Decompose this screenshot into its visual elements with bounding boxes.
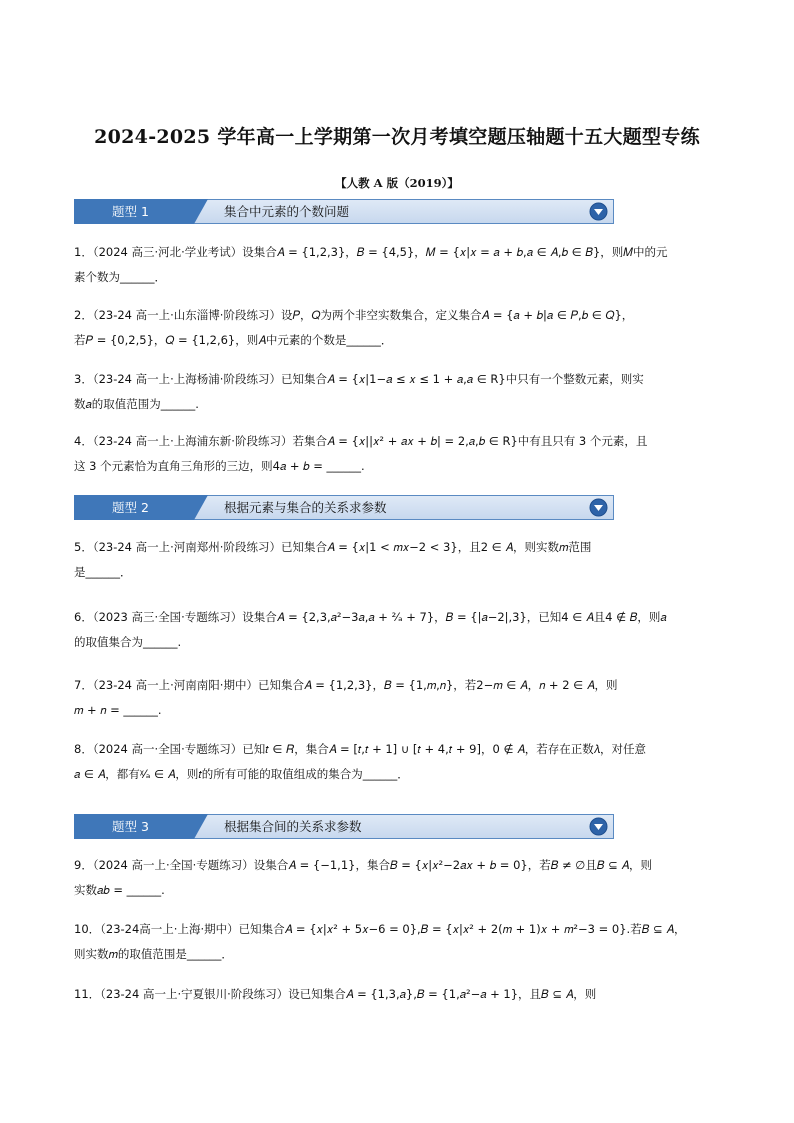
problem-line: 数𝑎的取值范围为______. [74, 397, 199, 411]
page-title: 2024-2025 学年高一上学期第一次月考填空题压轴题十五大题型专练 [94, 126, 700, 148]
problem-line: 10．（23-24高一上·上海·期中）已知集合𝐴 = {𝑥|𝑥² + 5𝑥−6 = 0},𝐵 = {𝑥|𝑥² + 2(𝑚 + 1)𝑥 + 𝑚²−3 = 0}.若𝐵 ⊆ 𝐴， [74, 922, 686, 936]
problem-line: 是______． [74, 565, 132, 579]
problem-line: 11．（23-24 高一上·宁夏银川·阶段练习）设已知集合𝐴 = {1,3,𝑎},𝐵 = {1,𝑎²−𝑎 + 1}，且𝐵 ⊆ 𝐴，则 [74, 987, 597, 1001]
problem-line: 若𝑃 = {0,2,5}，𝑄 = {1,2,6}，则𝐴中元素的个数是______． [74, 333, 393, 347]
section-banner-3 [74, 814, 614, 839]
problem-line: 这 3 个元素恰为直角三角形的三边，则4𝑎 + 𝑏 = ______. [74, 459, 365, 473]
section-title: 根据集合间的关系求参数 [224, 819, 362, 834]
problem-5 [74, 535, 722, 585]
problem-4 [74, 429, 722, 479]
section-tag: 题型 3 [74, 814, 194, 839]
problem-line: 实数𝑎𝑏 = ______. [74, 883, 165, 897]
problem-line: 2．（23-24 高一上·山东淄博·阶段练习）设𝑃，𝑄为两个非空实数集合，定义集合𝐴 = {𝑎 + 𝑏|𝑎 ∈ 𝑃,𝑏 ∈ 𝑄}， [74, 308, 634, 322]
problem-9 [74, 853, 722, 903]
chevron-down-icon [589, 202, 608, 221]
problem-line: 则实数𝑚的取值范围是______． [74, 947, 233, 961]
problem-line: 4．（23-24 高一上·上海浦东新·阶段练习）若集合𝐴 = {𝑥||𝑥² + 𝑎𝑥 + 𝑏| = 2,𝑎,𝑏 ∈ R}中有且只有 3 个元素，且 [74, 434, 648, 448]
problem-line: 7．（23-24 高一上·河南南阳·期中）已知集合𝐴 = {1,2,3}，𝐵 = {1,𝑚,𝑛}，若2−𝑚 ∈ 𝐴，𝑛 + 2 ∈ 𝐴，则 [74, 678, 618, 692]
problem-6 [74, 605, 722, 655]
problem-line: 8．（2024 高一·全国·专题练习）已知𝑡 ∈ 𝑅，集合𝐴 = [𝑡,𝑡 + 1] ∪ [𝑡 + 4,𝑡 + 9]，0 ∉ 𝐴，若存在正数𝜆，对任意 [74, 742, 647, 756]
section-title: 根据元素与集合的关系求参数 [224, 500, 387, 515]
problem-11 [74, 982, 722, 1007]
section-title: 集合中元素的个数问题 [224, 204, 350, 219]
page-subtitle: 【人教 A 版（2019）】 [335, 176, 459, 190]
problem-line: 𝑎 ∈ 𝐴，都有ᵡ⁄ₐ ∈ 𝐴，则𝑡的所有可能的取值组成的集合为______． [74, 767, 409, 781]
problem-3 [74, 367, 722, 417]
problem-7 [74, 673, 722, 723]
chevron-down-icon [589, 498, 608, 517]
problem-line: 6．（2023 高三·全国·专题练习）设集合𝐴 = {2,3,𝑎²−3𝑎,𝑎 + ²⁄ₐ + 7}，𝐵 = {|𝑎−2|,3}，已知4 ∈ 𝐴且4 ∉ 𝐵，则𝑎 [74, 610, 667, 624]
problem-line: 𝑚 + 𝑛 = ______. [74, 703, 162, 717]
problem-line: 素个数为______． [74, 270, 166, 284]
section-banner-1 [74, 199, 614, 224]
chevron-down-icon [589, 817, 608, 836]
problem-line: 5．（23-24 高一上·河南郑州·阶段练习）已知集合𝐴 = {𝑥|1 < 𝑚𝑥−2 < 3}，且2 ∈ 𝐴，则实数𝑚范围 [74, 540, 592, 554]
section-tag: 题型 2 [74, 495, 194, 520]
problem-1 [74, 240, 722, 290]
problem-line: 9．（2024 高一上·全国·专题练习）设集合𝐴 = {−1,1}，集合𝐵 = {𝑥|𝑥²−2𝑎𝑥 + 𝑏 = 0}，若𝐵 ≠ ∅且𝐵 ⊆ 𝐴，则 [74, 858, 653, 872]
problem-2 [74, 303, 722, 353]
section-tag: 题型 1 [74, 199, 194, 224]
problem-line: 1．（2024 高三·河北·学业考试）设集合𝐴 = {1,2,3}，𝐵 = {4,5}，𝑀 = {𝑥|𝑥 = 𝑎 + 𝑏,𝑎 ∈ 𝐴,𝑏 ∈ 𝐵}，则𝑀中的元 [74, 245, 668, 259]
problem-10 [74, 917, 722, 967]
problem-line: 3．（23-24 高一上·上海杨浦·阶段练习）已知集合𝐴 = {𝑥|1−𝑎 ≤ 𝑥 ≤ 1 + 𝑎,𝑎 ∈ R}中只有一个整数元素，则实 [74, 372, 644, 386]
section-banner-2 [74, 495, 614, 520]
problem-8 [74, 737, 722, 787]
problem-line: 的取值集合为______. [74, 635, 182, 649]
